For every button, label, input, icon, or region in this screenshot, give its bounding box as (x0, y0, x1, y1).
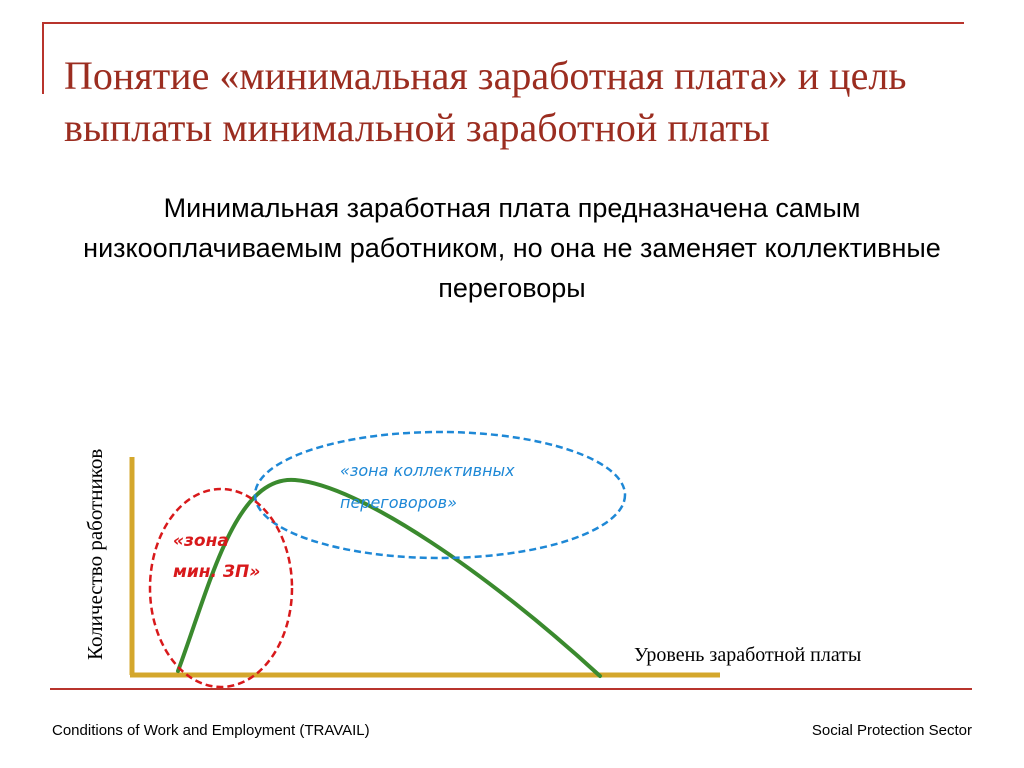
footer-left-text: Conditions of Work and Employment (TRAVAIL) (52, 722, 370, 739)
slide-subtitle: Минимальная заработная плата предназначена самым низкооплачиваемым работником, но она не заменяет коллективные переговоры (83, 193, 941, 303)
zone-min-wage-label: «зона мин. ЗП» (173, 531, 261, 582)
frame-top-line (42, 22, 964, 24)
zone-collective-label: «зона коллективных переговоров» (340, 461, 515, 512)
footer-divider (50, 688, 972, 690)
slide-title: Понятие «минимальная заработная плата» и цель выплаты минимальной заработной платы (64, 53, 907, 150)
zone-min-wage-ellipse (150, 489, 292, 687)
frame-left-line (42, 22, 44, 94)
footer-right-text: Social Protection Sector (811, 722, 972, 739)
y-axis-label: Количество работников (83, 448, 107, 660)
x-axis-label: Уровень заработной платы (634, 644, 862, 666)
